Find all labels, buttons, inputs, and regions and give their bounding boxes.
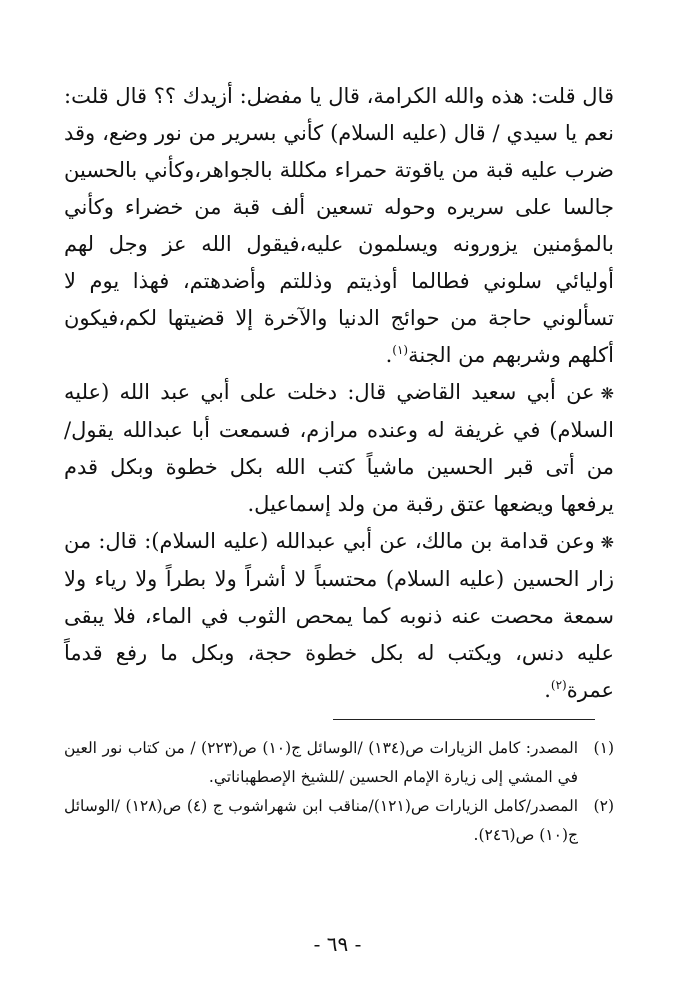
footnote-1-number: (١) [593, 739, 614, 757]
paragraph-2 [64, 374, 614, 523]
footnote-2 [64, 792, 614, 850]
paragraph-3-end: . [544, 678, 551, 702]
footnote-1-text: المصدر: كامل الزيارات ص(١٣٤) /الوسائل ج(١٠) ص(٢٢٣) / من كتاب نور العين في المشي إلى زيارة الإمام الحسين /للشيخ الإصطهباناتي. [64, 739, 578, 786]
footnotes [64, 734, 614, 850]
paragraph-3 [64, 523, 614, 709]
footnote-ref-1: (١) [392, 343, 409, 357]
footnote-2-number: (٢) [593, 797, 614, 815]
paragraph-1-end: . [385, 343, 393, 367]
paragraph-1-text: قال قلت: هذه والله الكرامة، قال يا مفضل: أزيدك ؟؟ قال قلت: نعم يا سيدي / قال (عليه السلام) كأني بسرير من نور وضع، وقد ضرب عليه قبة من ياقوتة حمراء مكللة بالجواهر،وكأني بالحسين جالسا على سريره وحوله تسعين ألف قبة من خضراء وكأني بالمؤمنين يزورونه ويسلمون عليه،فيقول الله عز وجل لهم أوليائي سلوني فطالما أوذيتم وذللتم وأضدهتم، فهذا يوم لا تسألوني حاجة من حوائج الدنيا والآخرة إلا قضيتها لكم،فيكون أكلهم وشربهم من الجنة [64, 84, 614, 367]
bullet-icon: ❋ [600, 384, 614, 403]
bullet-icon: ❋ [600, 533, 614, 552]
footnote-ref-2: (٢) [550, 678, 567, 692]
footnote-divider [333, 719, 595, 720]
page-number: - ٦٩ - [313, 932, 362, 956]
main-text [64, 78, 614, 709]
footnote-2-text: المصدر/كامل الزيارات ص(١٢١)/مناقب ابن شهراشوب ج (٤) ص(١٢٨) /الوسائل ج(١٠) ص(٢٤٦). [64, 797, 579, 844]
paragraph-1 [64, 78, 614, 374]
paragraph-3-text: وعن قدامة بن مالك، عن أبي عبدالله (عليه السلام): قال: من زار الحسين (عليه السلام) محتسباً لا أشراً ولا بطراً ولا رياء ولا سمعة محصت عنه ذنوبه كما يمحص الثوب في الماء، فلا يبقى عليه دنس، ويكتب له بكل خطوة حجة، وبكل ما رفع قدماً عمرة [64, 529, 614, 702]
paragraph-2-text: عن أبي سعيد القاضي قال: دخلت على أبي عبد الله (عليه السلام) في غريفة له وعنده مرازم، فسمعت أبا عبدالله يقول/ من أتى قبر الحسين ماشياً كتب الله بكل خطوة وبكل قدم يرفعها ويضعها عتق رقبة من ولد إسماعيل. [64, 380, 614, 516]
footnote-1 [64, 734, 614, 792]
